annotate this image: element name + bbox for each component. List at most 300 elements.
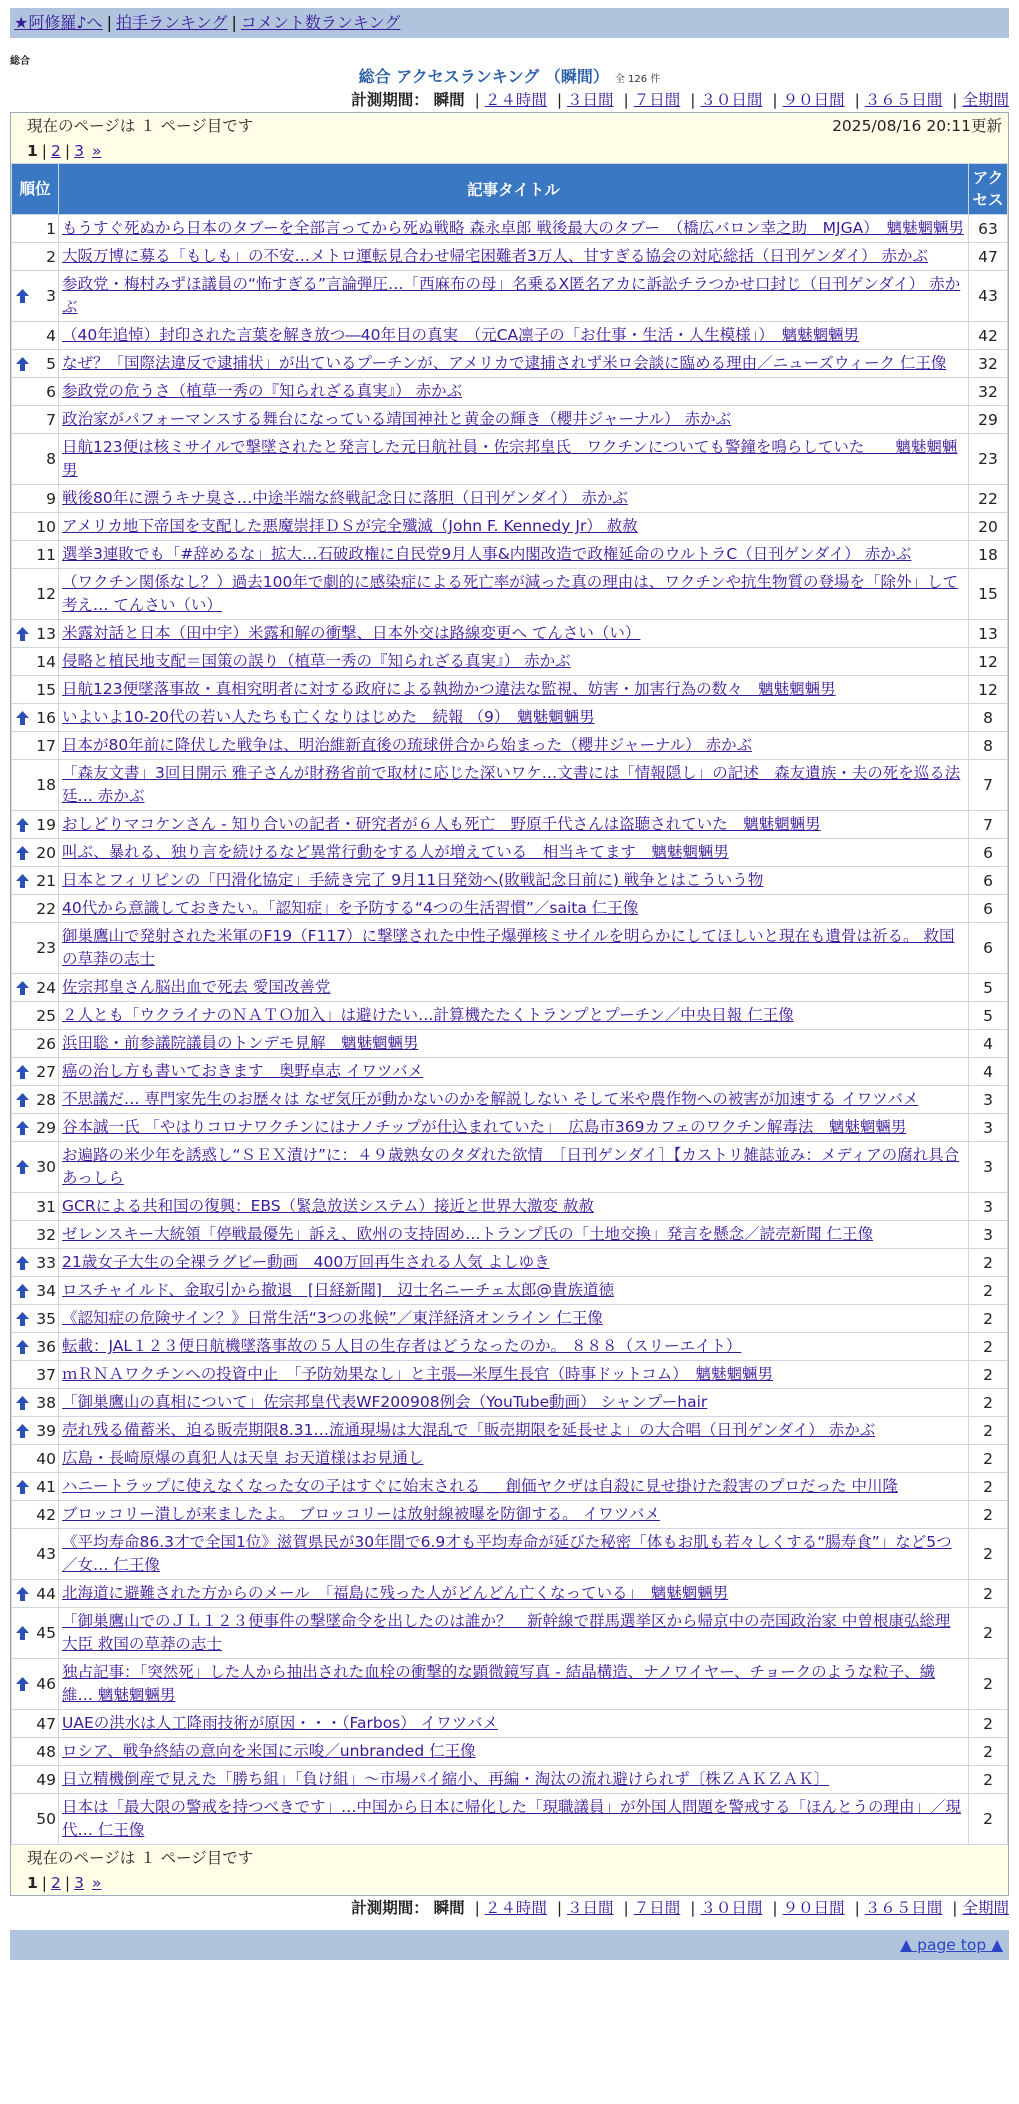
- access-count: 3: [969, 1086, 1007, 1113]
- article-link[interactable]: ブロッコリー潰しが来ましたよ。 ブロッコリーは放射線被曝を防御する。 イワツバメ: [62, 1505, 660, 1523]
- nav-home-link[interactable]: ★阿修羅♪へ: [14, 13, 103, 32]
- rank-up-arrow-icon: [16, 1284, 29, 1298]
- item-count: 全 126 件: [614, 74, 661, 85]
- rank-number: 16: [36, 708, 56, 727]
- rank-number: 1: [46, 219, 56, 238]
- period-7d-link[interactable]: ７日間: [633, 91, 681, 109]
- access-count: 2: [969, 1710, 1007, 1737]
- rank-number: 29: [36, 1118, 56, 1137]
- rank-up-arrow-icon: [16, 846, 29, 860]
- rank-cell: [12, 1659, 58, 1709]
- rank-cell: [12, 1193, 58, 1220]
- rank-number: 11: [36, 545, 56, 564]
- access-count: 6: [969, 923, 1007, 973]
- access-count: 15: [969, 569, 1007, 619]
- access-count: 29: [969, 406, 1007, 433]
- rank-cell: [12, 569, 58, 619]
- rank-number: 25: [36, 1006, 56, 1025]
- table-row: [12, 704, 1007, 731]
- title-cell: [59, 1058, 968, 1085]
- rank-cell: [12, 1249, 58, 1276]
- title-cell: [59, 1086, 968, 1113]
- access-count: 63: [969, 215, 1007, 242]
- rank-cell: [12, 895, 58, 922]
- table-row: [12, 1473, 1007, 1500]
- page-top-link[interactable]: ▲ page top ▲: [900, 1936, 1003, 1954]
- rank-cell: [12, 1333, 58, 1360]
- table-row: [12, 974, 1007, 1001]
- rank-up-arrow-icon: [16, 1677, 29, 1691]
- rank-up-arrow-icon: [16, 1093, 29, 1107]
- access-count: 2: [969, 1333, 1007, 1360]
- title-cell: [59, 732, 968, 759]
- table-row: [12, 1659, 1007, 1709]
- article-link[interactable]: 《認知症の危険サイン？》日常生活“3つの兆候”／東洋経済オンライン 仁王像: [62, 1309, 603, 1327]
- access-count: 2: [969, 1473, 1007, 1500]
- ranking-panel: [10, 112, 1009, 1896]
- access-count: 3: [969, 1193, 1007, 1220]
- panel-header: [11, 113, 1008, 139]
- article-link[interactable]: 選挙3連敗でも「#辞めるな」拡大…石破政権に自民党9月人事&内閣改造で政権延命のウルトラC（日刊ゲンダイ） 赤かぶ: [62, 545, 912, 563]
- access-count: 2: [969, 1794, 1007, 1844]
- article-link[interactable]: ｍＲＮＡワクチンへの投資中止 「予防効果なし」と主張―米厚生長官（時事ドットコム） 魑魅魍魎男: [62, 1365, 773, 1383]
- table-row: [12, 485, 1007, 512]
- rank-up-arrow-icon: [16, 289, 29, 303]
- rank-cell: [12, 1277, 58, 1304]
- article-link[interactable]: ハニートラップに使えなくなった女の子はすぐに始末される ＿ 創価ヤクザは自殺に見せ掛けた殺害のプロだった 中川隆: [62, 1477, 898, 1495]
- rank-cell: [12, 1114, 58, 1141]
- access-count: 6: [969, 895, 1007, 922]
- access-count: 2: [969, 1389, 1007, 1416]
- rank-cell: [12, 923, 58, 973]
- table-row: [12, 1389, 1007, 1416]
- rank-cell: [12, 406, 58, 433]
- article-link[interactable]: 参政党・梅村みずほ議員の“怖すぎる”言論弾圧…「西麻布の母」名乗るX匿名アカに訴訟チラつかせ口封じ（日刊ゲンダイ） 赤かぶ: [62, 275, 961, 316]
- rank-cell: [12, 1738, 58, 1765]
- period-3d-link-bottom[interactable]: ３日間: [567, 1899, 614, 1917]
- pager-link-3-bottom[interactable]: 3: [74, 1874, 85, 1892]
- period-all-link-bottom[interactable]: 全期間: [962, 1899, 1009, 1917]
- period-30d-link-bottom[interactable]: ３０日間: [700, 1899, 763, 1917]
- rank-number: 49: [36, 1770, 56, 1789]
- rank-cell: [12, 434, 58, 484]
- ranking-table: [11, 163, 1008, 1845]
- rank-number: 27: [36, 1062, 56, 1081]
- table-row: [12, 1417, 1007, 1444]
- article-link[interactable]: 「森友文書」3回目開示 雅子さんが財務省前で取材に応じた深いワケ…文書には「情報隠し」の記述 森友遺族・夫の死を巡る法廷… 赤かぶ: [62, 764, 961, 805]
- table-row: [12, 923, 1007, 973]
- rank-up-arrow-icon: [16, 1312, 29, 1326]
- rank-up-arrow-icon: [16, 1424, 29, 1438]
- period-7d-link-bottom[interactable]: ７日間: [633, 1899, 681, 1917]
- period-selector-top: 計測期間： 瞬間 | ２４時間 | ３日間 | ７日間 | ３０日間 | ９０日間 | ３６５日間 | 全期間: [351, 91, 1009, 109]
- article-link[interactable]: 《平均寿命86.3才で全国1位》滋賀県民が30年間で6.9才も平均寿命が延びた秘密「体もお肌も若々しくする“腸寿食”」など5つ／女… 仁王像: [62, 1533, 952, 1574]
- rank-number: 50: [36, 1810, 56, 1828]
- article-link[interactable]: 参政党の危うさ（植草一秀の『知られざる真実』） 赤かぶ: [62, 382, 463, 400]
- access-count: 3: [969, 1114, 1007, 1141]
- period-365d-link[interactable]: ３６５日間: [864, 91, 943, 109]
- access-count: 2: [969, 1608, 1007, 1658]
- rank-cell: [12, 1766, 58, 1793]
- access-count: 4: [969, 1030, 1007, 1057]
- title-cell: [59, 1608, 968, 1658]
- access-count: 2: [969, 1417, 1007, 1444]
- rank-number: 5: [46, 354, 56, 373]
- access-count: 2: [969, 1529, 1007, 1579]
- rank-number: 37: [36, 1365, 56, 1384]
- rank-number: 24: [36, 978, 56, 997]
- nav-comment-ranking-link[interactable]: コメント数ランキング: [240, 13, 401, 32]
- article-link[interactable]: 21歳女子大生の全裸ラグビー動画 400万回再生される人気 よしゆき: [62, 1253, 550, 1271]
- title-cell: [59, 243, 968, 270]
- article-link[interactable]: 浜田聡・前参議院議員のトンデモ見解 魑魅魍魎男: [62, 1034, 419, 1052]
- period-24h-link[interactable]: ２４時間: [484, 91, 547, 109]
- article-link[interactable]: 日本は「最大限の警戒を持つべきです」…中国から日本に帰化した「現職議員」が外国人問題を警戒する「ほんとうの理由」／現代… 仁王像: [62, 1798, 962, 1839]
- title-cell: [59, 1305, 968, 1332]
- article-link[interactable]: （40年追悼）封印された言葉を解き放つ―40年目の真実 （元CA凛子の「お仕事・生活・人生模様」） 魑魅魍魎男: [62, 326, 860, 344]
- rank-cell: [12, 1305, 58, 1332]
- title-cell: [59, 541, 968, 568]
- access-count: 12: [969, 648, 1007, 675]
- table-row: [12, 1501, 1007, 1528]
- pager-bottom: 1 | 2 | 3 »: [27, 1874, 102, 1892]
- title-cell: [59, 1030, 968, 1057]
- table-row: [12, 1030, 1007, 1057]
- title-cell: [59, 434, 968, 484]
- pager-link-3[interactable]: 3: [74, 142, 85, 160]
- rank-cell: [12, 1473, 58, 1500]
- access-count: 18: [969, 541, 1007, 568]
- title-cell: [59, 513, 968, 540]
- rank-number: 18: [36, 776, 56, 794]
- page-info: 現在のページは １ ページ目です: [27, 117, 254, 135]
- article-link[interactable]: 日立精機倒産で見えた「勝ち組」「負け組」〜市場パイ縮小、再編・淘汰の流れ避けられず〔株ＺＡＫＺＡＫ〕: [62, 1770, 830, 1788]
- table-row: [12, 434, 1007, 484]
- title-cell: [59, 1710, 968, 1737]
- table-row: [12, 271, 1007, 321]
- title-cell: [59, 1389, 968, 1416]
- rank-cell: [12, 322, 58, 349]
- rank-up-arrow-icon: [16, 1065, 29, 1079]
- article-link[interactable]: お遍路の米少年を誘惑し“ＳＥＸ漬け”に：４９歳熟女のタダれた欲情 ［日刊ゲンダイ］【カストリ雑誌並み：メディアの腐れ具合 あっしら: [62, 1146, 960, 1187]
- article-link[interactable]: 日航123便墜落事故・真相究明者に対する政府による執拗かつ違法な監視、妨害・加害行為の数々 魑魅魍魎男: [62, 680, 836, 698]
- page-title: 総合 アクセスランキング （瞬間）: [358, 67, 609, 86]
- table-row: [12, 1086, 1007, 1113]
- article-link[interactable]: 米露対話と日本（田中宇）米露和解の衝撃、日本外交は路線変更へ てんさい（い）: [62, 624, 641, 642]
- rank-number: 3: [46, 287, 56, 305]
- period-current-bottom: 瞬間: [433, 1899, 465, 1917]
- rank-cell: [12, 1361, 58, 1388]
- article-link[interactable]: いよいよ10-20代の若い人たちも亡くなりはじめた 続報 （9） 魑魅魍魎男: [62, 708, 595, 726]
- rank-cell: [12, 485, 58, 512]
- rank-up-arrow-icon: [16, 874, 29, 888]
- title-cell: [59, 1738, 968, 1765]
- rank-cell: [12, 704, 58, 731]
- period-24h-link-bottom[interactable]: ２４時間: [484, 1899, 547, 1917]
- page-title-row: [10, 66, 1009, 88]
- rank-number: 30: [36, 1158, 56, 1176]
- article-link[interactable]: 40代から意識しておきたい。「認知症」を予防する“4つの生活習慣”／saita 仁王像: [62, 899, 639, 917]
- rank-cell: [12, 1501, 58, 1528]
- table-row: [12, 1794, 1007, 1844]
- rank-up-arrow-icon: [16, 981, 29, 995]
- table-row: [12, 811, 1007, 838]
- article-link[interactable]: 戦後80年に漂うキナ臭さ…中途半端な終戦記念日に落胆（日刊ゲンダイ） 赤かぶ: [62, 489, 628, 507]
- title-cell: [59, 923, 968, 973]
- rank-number: 41: [36, 1477, 56, 1496]
- top-nav: ★阿修羅♪へ | 拍手ランキング | コメント数ランキング: [10, 8, 1009, 38]
- access-count: 22: [969, 485, 1007, 512]
- access-count: 32: [969, 378, 1007, 405]
- rank-up-arrow-icon: [16, 1340, 29, 1354]
- rank-number: 35: [36, 1309, 56, 1328]
- title-cell: [59, 620, 968, 647]
- article-link[interactable]: 癌の治し方も書いておきます 奥野卓志 イワツバメ: [62, 1062, 424, 1080]
- access-count: 8: [969, 732, 1007, 759]
- rank-number: 45: [36, 1624, 56, 1642]
- pager-current: 1: [27, 142, 38, 160]
- article-link[interactable]: 谷本誠一氏 「やはりコロナワクチンにはナノチップが仕込まれていた」 広島市369カフェのワクチン解毒法 魑魅魍魎男: [62, 1118, 907, 1136]
- rank-cell: [12, 350, 58, 377]
- article-link[interactable]: 「御巣鷹山の真相について」佐宗邦皇代表WF200908例会（YouTube動画） シャンプーhair: [62, 1393, 708, 1411]
- category-tag: 総合: [10, 56, 30, 67]
- table-row: [12, 1529, 1007, 1579]
- pager-link-2[interactable]: 2: [51, 142, 61, 160]
- rank-cell: [12, 1142, 58, 1192]
- rank-cell: [12, 811, 58, 838]
- article-link[interactable]: 日本が80年前に降伏した戦争は、明治維新直後の琉球併合から始まった（櫻井ジャーナル） 赤かぶ: [62, 736, 753, 754]
- rank-up-arrow-icon: [16, 711, 29, 725]
- access-count: 7: [969, 811, 1007, 838]
- table-row: [12, 1114, 1007, 1141]
- rank-up-arrow-icon: [16, 357, 29, 371]
- title-cell: [59, 760, 968, 810]
- article-link[interactable]: GCRによる共和国の復興：EBS（緊急放送システム）接近と世界大激変 赦赦: [62, 1197, 594, 1215]
- rank-number: 33: [36, 1253, 56, 1272]
- access-count: 8: [969, 704, 1007, 731]
- title-cell: [59, 811, 968, 838]
- rank-up-arrow-icon: [16, 1587, 29, 1601]
- title-cell: [59, 485, 968, 512]
- access-count: 2: [969, 1659, 1007, 1709]
- rank-cell: [12, 676, 58, 703]
- rank-cell: [12, 867, 58, 894]
- title-cell: [59, 1361, 968, 1388]
- title-cell: [59, 350, 968, 377]
- access-count: 5: [969, 1002, 1007, 1029]
- article-link[interactable]: ロシア、戦争終結の意向を米国に示唆／unbranded 仁王像: [62, 1742, 476, 1760]
- article-link[interactable]: 御巣鷹山で発射された米軍のF19（F117）に撃墜された中性子爆弾核ミサイルを明らかにしてほしいと現在も遺骨は祈る。 救国の草莽の志士: [62, 927, 955, 968]
- rank-number: 32: [36, 1225, 56, 1244]
- article-link[interactable]: 広島・長崎原爆の真犯人は天皇 お天道様はお見通し: [62, 1449, 424, 1467]
- article-link[interactable]: UAEの洪水は人工降雨技術が原因・・・（Farbos） イワツバメ: [62, 1714, 498, 1732]
- title-cell: [59, 1501, 968, 1528]
- period-current: 瞬間: [433, 91, 465, 109]
- article-link[interactable]: 「御巣鷹山でのＪＬ１２３便事件の撃墜命令を出したのは誰か？ 新幹線で群馬選挙区から帰京中の売国政治家 中曽根康弘総理大臣 救国の草莽の志士: [62, 1612, 951, 1653]
- table-row: [12, 350, 1007, 377]
- nav-clap-ranking-link[interactable]: 拍手ランキング: [115, 13, 228, 32]
- rank-up-arrow-icon: [16, 627, 29, 641]
- rank-number: 42: [36, 1505, 56, 1524]
- access-count: 2: [969, 1305, 1007, 1332]
- rank-up-arrow-icon: [16, 1160, 29, 1174]
- access-count: 2: [969, 1738, 1007, 1765]
- rank-up-arrow-icon: [16, 1396, 29, 1410]
- rank-cell: [12, 1529, 58, 1579]
- title-cell: [59, 1580, 968, 1607]
- rank-cell: [12, 732, 58, 759]
- title-cell: [59, 1333, 968, 1360]
- access-count: 6: [969, 839, 1007, 866]
- article-link[interactable]: 不思議だ… 専門家先生のお歴々は なぜ気圧が動かないのかを解説しない そして米や農作物への被害が加速する イワツバメ: [62, 1090, 919, 1108]
- access-count: 12: [969, 676, 1007, 703]
- access-count: 6: [969, 867, 1007, 894]
- article-link[interactable]: アメリカ地下帝国を支配した悪魔崇拝ＤＳが完全殲滅（John F. Kennedy Jr） 赦赦: [62, 517, 638, 535]
- rank-cell: [12, 243, 58, 270]
- period-90d-link[interactable]: ９０日間: [782, 91, 845, 109]
- article-link[interactable]: 転載：JAL１２３便日航機墜落事故の５人目の生存者はどうなったのか。 ８８８（スリーエイト）: [62, 1337, 742, 1355]
- article-link[interactable]: 独占記事：「突然死」した人から抽出された血栓の衝撃的な顕微鏡写真 - 結晶構造、ナノワイヤー、チョークのような粒子、繊維… 魑魅魍魎男: [62, 1663, 936, 1704]
- rank-number: 2: [46, 247, 56, 266]
- rank-up-arrow-icon: [16, 1256, 29, 1270]
- period-365d-link-bottom[interactable]: ３６５日間: [864, 1899, 943, 1917]
- rank-cell: [12, 974, 58, 1001]
- table-row: [12, 1738, 1007, 1765]
- title-cell: [59, 1277, 968, 1304]
- access-count: 2: [969, 1580, 1007, 1607]
- title-cell: [59, 569, 968, 619]
- article-link[interactable]: 日航123便は核ミサイルで撃墜されたと発言した元日航社員・佐宗邦皇氏 ワクチンについても警鐘を鳴らしていた 魑魅魍魎男: [62, 438, 958, 479]
- period-3d-link[interactable]: ３日間: [567, 91, 614, 109]
- table-row: [12, 1193, 1007, 1220]
- access-count: 7: [969, 760, 1007, 810]
- title-cell: [59, 1142, 968, 1192]
- period-30d-link[interactable]: ３０日間: [700, 91, 763, 109]
- access-count: 2: [969, 1277, 1007, 1304]
- rank-cell: [12, 1710, 58, 1737]
- title-cell: [59, 1659, 968, 1709]
- article-link[interactable]: （ワクチン関係なし？）過去100年で劇的に感染症による死亡率が減った真の理由は、ワクチンや抗生物質の登場を「除外」して考え… てんさい（い）: [62, 573, 959, 614]
- title-cell: [59, 1002, 968, 1029]
- title-cell: [59, 1529, 968, 1579]
- access-count: 32: [969, 350, 1007, 377]
- access-count: 42: [969, 322, 1007, 349]
- article-link[interactable]: 佐宗邦皇さん脳出血で死去 愛国改善党: [62, 978, 331, 996]
- table-row: [12, 1580, 1007, 1607]
- article-link[interactable]: ゼレンスキー大統領「停戦最優先」訴え、欧州の支持固め…トランプ氏の「土地交換」発言を懸念／読売新聞 仁王像: [62, 1225, 874, 1243]
- rank-cell: [12, 1608, 58, 1658]
- table-row: [12, 569, 1007, 619]
- rank-number: 17: [36, 736, 56, 755]
- rank-up-arrow-icon: [16, 1480, 29, 1494]
- access-count: 2: [969, 1501, 1007, 1528]
- rank-number: 12: [36, 585, 56, 603]
- rank-cell: [12, 513, 58, 540]
- article-link[interactable]: 売れ残る備蓄米、迫る販売期限8.31…流通現場は大混乱で「販売期限を延長せよ」の大合唱（日刊ゲンダイ） 赤かぶ: [62, 1421, 876, 1439]
- rank-number: 23: [36, 939, 56, 957]
- access-count: 2: [969, 1766, 1007, 1793]
- pager-current-bottom: 1: [27, 1874, 38, 1892]
- table-row: [12, 1305, 1007, 1332]
- rank-number: 26: [36, 1034, 56, 1053]
- table-row: [12, 839, 1007, 866]
- rank-cell: [12, 378, 58, 405]
- article-link[interactable]: 大阪万博に募る「もしも」の不安…メトロ運転見合わせ帰宅困難者3万人、甘すぎる協会の対応総括（日刊ゲンダイ） 赤かぶ: [62, 247, 929, 265]
- article-link[interactable]: 侵略と植民地支配＝国策の誤り（植草一秀の『知られざる真実』） 赤かぶ: [62, 652, 571, 670]
- access-count: 2: [969, 1445, 1007, 1472]
- pager-next-link-bottom[interactable]: »: [92, 1874, 102, 1892]
- rank-cell: [12, 1030, 58, 1057]
- table-row: [12, 1608, 1007, 1658]
- rank-cell: [12, 1794, 58, 1844]
- access-count: 43: [969, 271, 1007, 321]
- rank-cell: [12, 620, 58, 647]
- table-header-row: [12, 164, 1007, 214]
- article-link[interactable]: もうすぐ死ぬから日本のタブーを全部言ってから死ぬ戦略 森永卓郎 戦後最大のタブー （橋広バロン幸之助 MJGA） 魑魅魍魎男: [62, 219, 964, 237]
- article-link[interactable]: 叫ぶ、暴れる、独り言を続けるなど異常行動をする人が増えている 相当キてます 魑魅魍魎男: [62, 843, 729, 861]
- period-label: 計測期間：: [351, 91, 429, 109]
- article-link[interactable]: なぜ？「国際法違反で逮捕状」が出ているプーチンが、アメリカで逮捕されず米ロ会談に臨める理由／ニューズウィーク 仁王像: [62, 354, 947, 372]
- title-cell: [59, 1445, 968, 1472]
- access-count: 4: [969, 1058, 1007, 1085]
- rank-cell: [12, 1417, 58, 1444]
- rank-number: 21: [36, 871, 56, 890]
- rank-cell: [12, 271, 58, 321]
- table-row: [12, 1333, 1007, 1360]
- rank-number: 47: [36, 1714, 56, 1733]
- article-link[interactable]: ２人とも「ウクライナのＮＡＴＯ加入」は避けたい…計算機たたくトランプとプーチン／中央日報 仁王像: [62, 1006, 794, 1024]
- article-link[interactable]: 日本とフィリピンの「円滑化協定」手続き完了 9月11日発効へ(敗戦記念日前に) 戦争とはこういう物: [62, 871, 764, 889]
- period-90d-link-bottom[interactable]: ９０日間: [782, 1899, 845, 1917]
- rank-cell: [12, 839, 58, 866]
- title-cell: [59, 867, 968, 894]
- footer-bar: [10, 1930, 1009, 1960]
- article-link[interactable]: 政治家がパフォーマンスする舞台になっている靖国神社と黄金の輝き（櫻井ジャーナル） 赤かぶ: [62, 410, 732, 428]
- access-count: 3: [969, 1142, 1007, 1192]
- article-link[interactable]: 北海道に避難された方からのメール 「福島に残った人がどんどん亡くなっている」 魑魅魍魎男: [62, 1584, 729, 1602]
- rank-number: 36: [36, 1337, 56, 1356]
- period-all-link[interactable]: 全期間: [962, 91, 1009, 109]
- title-cell: [59, 1794, 968, 1844]
- table-row: [12, 513, 1007, 540]
- title-cell: [59, 676, 968, 703]
- rank-number: 44: [36, 1584, 56, 1603]
- table-row: [12, 541, 1007, 568]
- access-count: 2: [969, 1361, 1007, 1388]
- title-cell: [59, 648, 968, 675]
- article-link[interactable]: おしどりマコケンさん - 知り合いの記者・研究者が６人も死亡 野原千代さんは盗聴されていた 魑魅魍魎男: [62, 815, 821, 833]
- article-link[interactable]: ロスチャイルド、金取引から撤退 [日経新聞] 辺士名ニーチェ太郎@貴族道徳: [62, 1281, 614, 1299]
- access-count: 47: [969, 243, 1007, 270]
- rank-number: 40: [36, 1449, 56, 1468]
- title-cell: [59, 704, 968, 731]
- title-cell: [59, 1193, 968, 1220]
- col-title-header: 記事タイトル: [59, 164, 968, 214]
- table-row: [12, 322, 1007, 349]
- rank-number: 43: [36, 1545, 56, 1563]
- pager-next-link[interactable]: »: [92, 142, 102, 160]
- title-cell: [59, 378, 968, 405]
- rank-number: 13: [36, 624, 56, 643]
- table-row: [12, 1249, 1007, 1276]
- table-row: [12, 895, 1007, 922]
- pager-link-2-bottom[interactable]: 2: [51, 1874, 61, 1892]
- rank-number: 34: [36, 1281, 56, 1300]
- updated-timestamp: 2025/08/16 20:11更新: [832, 117, 1002, 135]
- rank-cell: [12, 1445, 58, 1472]
- access-count: 23: [969, 434, 1007, 484]
- table-row: [12, 1710, 1007, 1737]
